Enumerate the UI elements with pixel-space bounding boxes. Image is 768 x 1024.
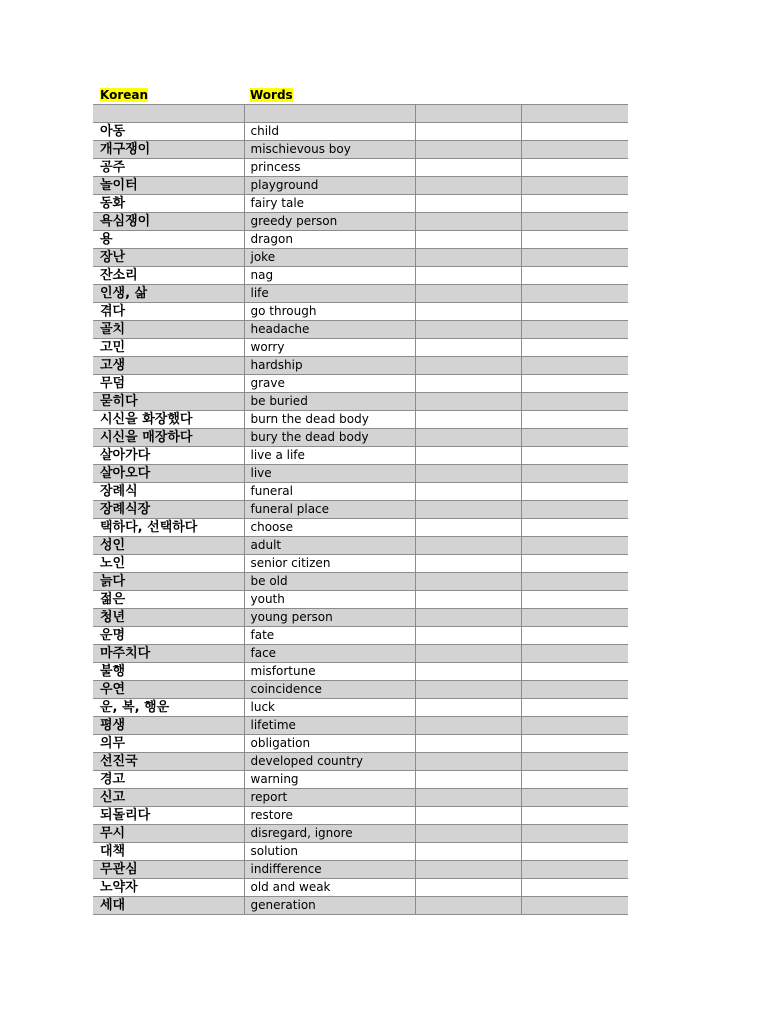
english-word-cell: face [244, 645, 415, 663]
empty-cell [415, 285, 521, 303]
empty-cell [521, 879, 628, 897]
empty-cell [415, 375, 521, 393]
empty-cell [415, 879, 521, 897]
empty-cell [415, 249, 521, 267]
table-row [93, 267, 628, 285]
table-row [93, 177, 628, 195]
korean-word-cell: 아동 [93, 123, 244, 141]
table-row [93, 303, 628, 321]
table-row [93, 735, 628, 753]
empty-cell [415, 393, 521, 411]
table-row [93, 789, 628, 807]
english-word-cell: child [244, 123, 415, 141]
korean-word-cell: 의무 [93, 735, 244, 753]
empty-cell [415, 591, 521, 609]
empty-cell [415, 411, 521, 429]
korean-word-cell: 장난 [93, 249, 244, 267]
empty-cell [415, 339, 521, 357]
english-word-cell: live a life [244, 447, 415, 465]
english-word-cell: coincidence [244, 681, 415, 699]
korean-word-cell: 우연 [93, 681, 244, 699]
english-word-cell: funeral [244, 483, 415, 501]
korean-word-cell: 묻히다 [93, 393, 244, 411]
korean-word-cell: 살아가다 [93, 447, 244, 465]
korean-word-cell: 시신을 매장하다 [93, 429, 244, 447]
empty-cell [415, 789, 521, 807]
empty-cell [521, 699, 628, 717]
table-row [93, 429, 628, 447]
english-word-cell: old and weak [244, 879, 415, 897]
empty-cell [415, 699, 521, 717]
korean-word-cell: 인생, 삶 [93, 285, 244, 303]
table-row [93, 645, 628, 663]
korean-word-cell: 세대 [93, 897, 244, 915]
table-row [93, 771, 628, 789]
empty-cell [415, 573, 521, 591]
empty-cell [415, 861, 521, 879]
korean-word-cell: 용 [93, 231, 244, 249]
table-row [93, 717, 628, 735]
table-row [93, 753, 628, 771]
empty-cell [415, 213, 521, 231]
table-row [93, 555, 628, 573]
table-row [93, 843, 628, 861]
english-word-cell: young person [244, 609, 415, 627]
empty-cell [415, 357, 521, 375]
empty-cell [521, 483, 628, 501]
korean-word-cell: 대책 [93, 843, 244, 861]
empty-cell [415, 105, 521, 123]
table-row [93, 357, 628, 375]
english-word-cell: funeral place [244, 501, 415, 519]
table-row [93, 483, 628, 501]
empty-cell [521, 861, 628, 879]
vocabulary-table-body [93, 105, 628, 915]
empty-cell [521, 465, 628, 483]
empty-cell [521, 555, 628, 573]
empty-cell [521, 375, 628, 393]
empty-cell [521, 519, 628, 537]
empty-cell [415, 519, 521, 537]
empty-cell [521, 681, 628, 699]
empty-cell [415, 465, 521, 483]
empty-cell [415, 447, 521, 465]
empty-cell [415, 321, 521, 339]
empty-cell [415, 303, 521, 321]
table-row [93, 537, 628, 555]
empty-cell [521, 807, 628, 825]
empty-cell [521, 663, 628, 681]
empty-cell [415, 177, 521, 195]
table-row [93, 321, 628, 339]
empty-cell [415, 195, 521, 213]
table-row [93, 861, 628, 879]
table-row [93, 591, 628, 609]
korean-word-cell: 운명 [93, 627, 244, 645]
korean-word-cell: 신고 [93, 789, 244, 807]
english-word-cell: adult [244, 537, 415, 555]
english-word-cell: playground [244, 177, 415, 195]
english-word-cell: headache [244, 321, 415, 339]
english-word-cell: report [244, 789, 415, 807]
english-word-cell: princess [244, 159, 415, 177]
english-word-cell: grave [244, 375, 415, 393]
english-word-cell: warning [244, 771, 415, 789]
english-word-cell: be buried [244, 393, 415, 411]
empty-cell [415, 231, 521, 249]
english-word-cell: mischievous boy [244, 141, 415, 159]
english-word-cell: joke [244, 249, 415, 267]
korean-word-cell: 운, 복, 행운 [93, 699, 244, 717]
words-column-heading [249, 88, 294, 103]
empty-cell [521, 825, 628, 843]
english-word-cell: life [244, 285, 415, 303]
table-row [93, 285, 628, 303]
empty-cell [415, 627, 521, 645]
empty-cell [521, 717, 628, 735]
empty-cell [521, 501, 628, 519]
table-row [93, 159, 628, 177]
empty-cell [415, 123, 521, 141]
table-header-row [93, 105, 628, 123]
empty-cell [415, 537, 521, 555]
english-word-cell: bury the dead body [244, 429, 415, 447]
empty-cell [521, 213, 628, 231]
empty-cell [244, 105, 415, 123]
table-row [93, 411, 628, 429]
english-word-cell: burn the dead body [244, 411, 415, 429]
empty-cell [521, 735, 628, 753]
table-row [93, 447, 628, 465]
vocabulary-table [93, 104, 628, 915]
table-row [93, 465, 628, 483]
table-row [93, 501, 628, 519]
table-row [93, 627, 628, 645]
empty-cell [415, 681, 521, 699]
empty-cell [93, 105, 244, 123]
empty-cell [415, 843, 521, 861]
korean-word-cell: 시신을 화장했다 [93, 411, 244, 429]
english-word-cell: lifetime [244, 717, 415, 735]
english-word-cell: generation [244, 897, 415, 915]
empty-cell [521, 249, 628, 267]
empty-cell [415, 429, 521, 447]
korean-word-cell: 놀이터 [93, 177, 244, 195]
table-row [93, 123, 628, 141]
table-row [93, 231, 628, 249]
english-word-cell: hardship [244, 357, 415, 375]
empty-cell [521, 195, 628, 213]
empty-cell [521, 321, 628, 339]
table-row [93, 195, 628, 213]
table-row [93, 393, 628, 411]
empty-cell [415, 807, 521, 825]
empty-cell [415, 663, 521, 681]
english-word-cell: greedy person [244, 213, 415, 231]
empty-cell [415, 609, 521, 627]
korean-word-cell: 살아오다 [93, 465, 244, 483]
english-word-cell: go through [244, 303, 415, 321]
table-row [93, 141, 628, 159]
table-row [93, 681, 628, 699]
empty-cell [521, 141, 628, 159]
korean-word-cell: 잔소리 [93, 267, 244, 285]
empty-cell [415, 897, 521, 915]
korean-word-cell: 평생 [93, 717, 244, 735]
empty-cell [521, 771, 628, 789]
korean-word-cell: 골치 [93, 321, 244, 339]
empty-cell [415, 483, 521, 501]
english-word-cell: luck [244, 699, 415, 717]
empty-cell [521, 339, 628, 357]
table-row [93, 573, 628, 591]
korean-word-cell: 공주 [93, 159, 244, 177]
korean-word-cell: 선진국 [93, 753, 244, 771]
empty-cell [521, 591, 628, 609]
empty-cell [415, 825, 521, 843]
english-word-cell: fate [244, 627, 415, 645]
korean-word-cell: 불행 [93, 663, 244, 681]
table-row [93, 339, 628, 357]
empty-cell [521, 105, 628, 123]
english-word-cell: choose [244, 519, 415, 537]
english-word-cell: dragon [244, 231, 415, 249]
table-row [93, 699, 628, 717]
table-row [93, 213, 628, 231]
empty-cell [521, 123, 628, 141]
korean-word-cell: 되돌리다 [93, 807, 244, 825]
empty-cell [521, 285, 628, 303]
empty-cell [521, 411, 628, 429]
empty-cell [521, 303, 628, 321]
english-word-cell: solution [244, 843, 415, 861]
empty-cell [521, 843, 628, 861]
english-word-cell: worry [244, 339, 415, 357]
english-word-cell: indifference [244, 861, 415, 879]
korean-word-cell: 고민 [93, 339, 244, 357]
empty-cell [415, 735, 521, 753]
empty-cell [521, 231, 628, 249]
korean-word-cell: 겪다 [93, 303, 244, 321]
empty-cell [521, 897, 628, 915]
empty-cell [521, 789, 628, 807]
table-row [93, 807, 628, 825]
empty-cell [415, 753, 521, 771]
empty-cell [521, 627, 628, 645]
empty-cell [521, 267, 628, 285]
empty-cell [415, 717, 521, 735]
empty-cell [521, 159, 628, 177]
english-word-cell: obligation [244, 735, 415, 753]
english-word-cell: disregard, ignore [244, 825, 415, 843]
table-row [93, 519, 628, 537]
korean-word-cell: 경고 [93, 771, 244, 789]
words-heading-text: Words [250, 88, 293, 102]
empty-cell [521, 573, 628, 591]
korean-word-cell: 무관심 [93, 861, 244, 879]
empty-cell [521, 177, 628, 195]
empty-cell [521, 447, 628, 465]
korean-word-cell: 성인 [93, 537, 244, 555]
korean-word-cell: 무시 [93, 825, 244, 843]
english-word-cell: nag [244, 267, 415, 285]
table-row [93, 825, 628, 843]
empty-cell [521, 537, 628, 555]
empty-cell [521, 609, 628, 627]
english-word-cell: restore [244, 807, 415, 825]
english-word-cell: be old [244, 573, 415, 591]
korean-word-cell: 젊은 [93, 591, 244, 609]
empty-cell [521, 357, 628, 375]
table-row [93, 879, 628, 897]
korean-word-cell: 욕심쟁이 [93, 213, 244, 231]
table-row [93, 897, 628, 915]
korean-word-cell: 장례식 [93, 483, 244, 501]
korean-word-cell: 노인 [93, 555, 244, 573]
korean-word-cell: 장례식장 [93, 501, 244, 519]
english-word-cell: youth [244, 591, 415, 609]
english-word-cell: senior citizen [244, 555, 415, 573]
empty-cell [521, 429, 628, 447]
table-row [93, 609, 628, 627]
korean-word-cell: 청년 [93, 609, 244, 627]
english-word-cell: developed country [244, 753, 415, 771]
table-row [93, 249, 628, 267]
korean-word-cell: 마주치다 [93, 645, 244, 663]
korean-word-cell: 늙다 [93, 573, 244, 591]
korean-column-heading [99, 88, 149, 103]
empty-cell [521, 645, 628, 663]
empty-cell [415, 159, 521, 177]
english-word-cell: live [244, 465, 415, 483]
empty-cell [521, 753, 628, 771]
empty-cell [521, 393, 628, 411]
table-row [93, 375, 628, 393]
english-word-cell: fairy tale [244, 195, 415, 213]
korean-word-cell: 동화 [93, 195, 244, 213]
korean-word-cell: 택하다, 선택하다 [93, 519, 244, 537]
korean-word-cell: 고생 [93, 357, 244, 375]
empty-cell [415, 501, 521, 519]
korean-heading-text: Korean [100, 88, 149, 102]
english-word-cell: misfortune [244, 663, 415, 681]
empty-cell [415, 267, 521, 285]
empty-cell [415, 555, 521, 573]
empty-cell [415, 141, 521, 159]
empty-cell [415, 645, 521, 663]
korean-word-cell: 무덤 [93, 375, 244, 393]
korean-word-cell: 노약자 [93, 879, 244, 897]
korean-word-cell: 개구쟁이 [93, 141, 244, 159]
table-row [93, 663, 628, 681]
empty-cell [415, 771, 521, 789]
